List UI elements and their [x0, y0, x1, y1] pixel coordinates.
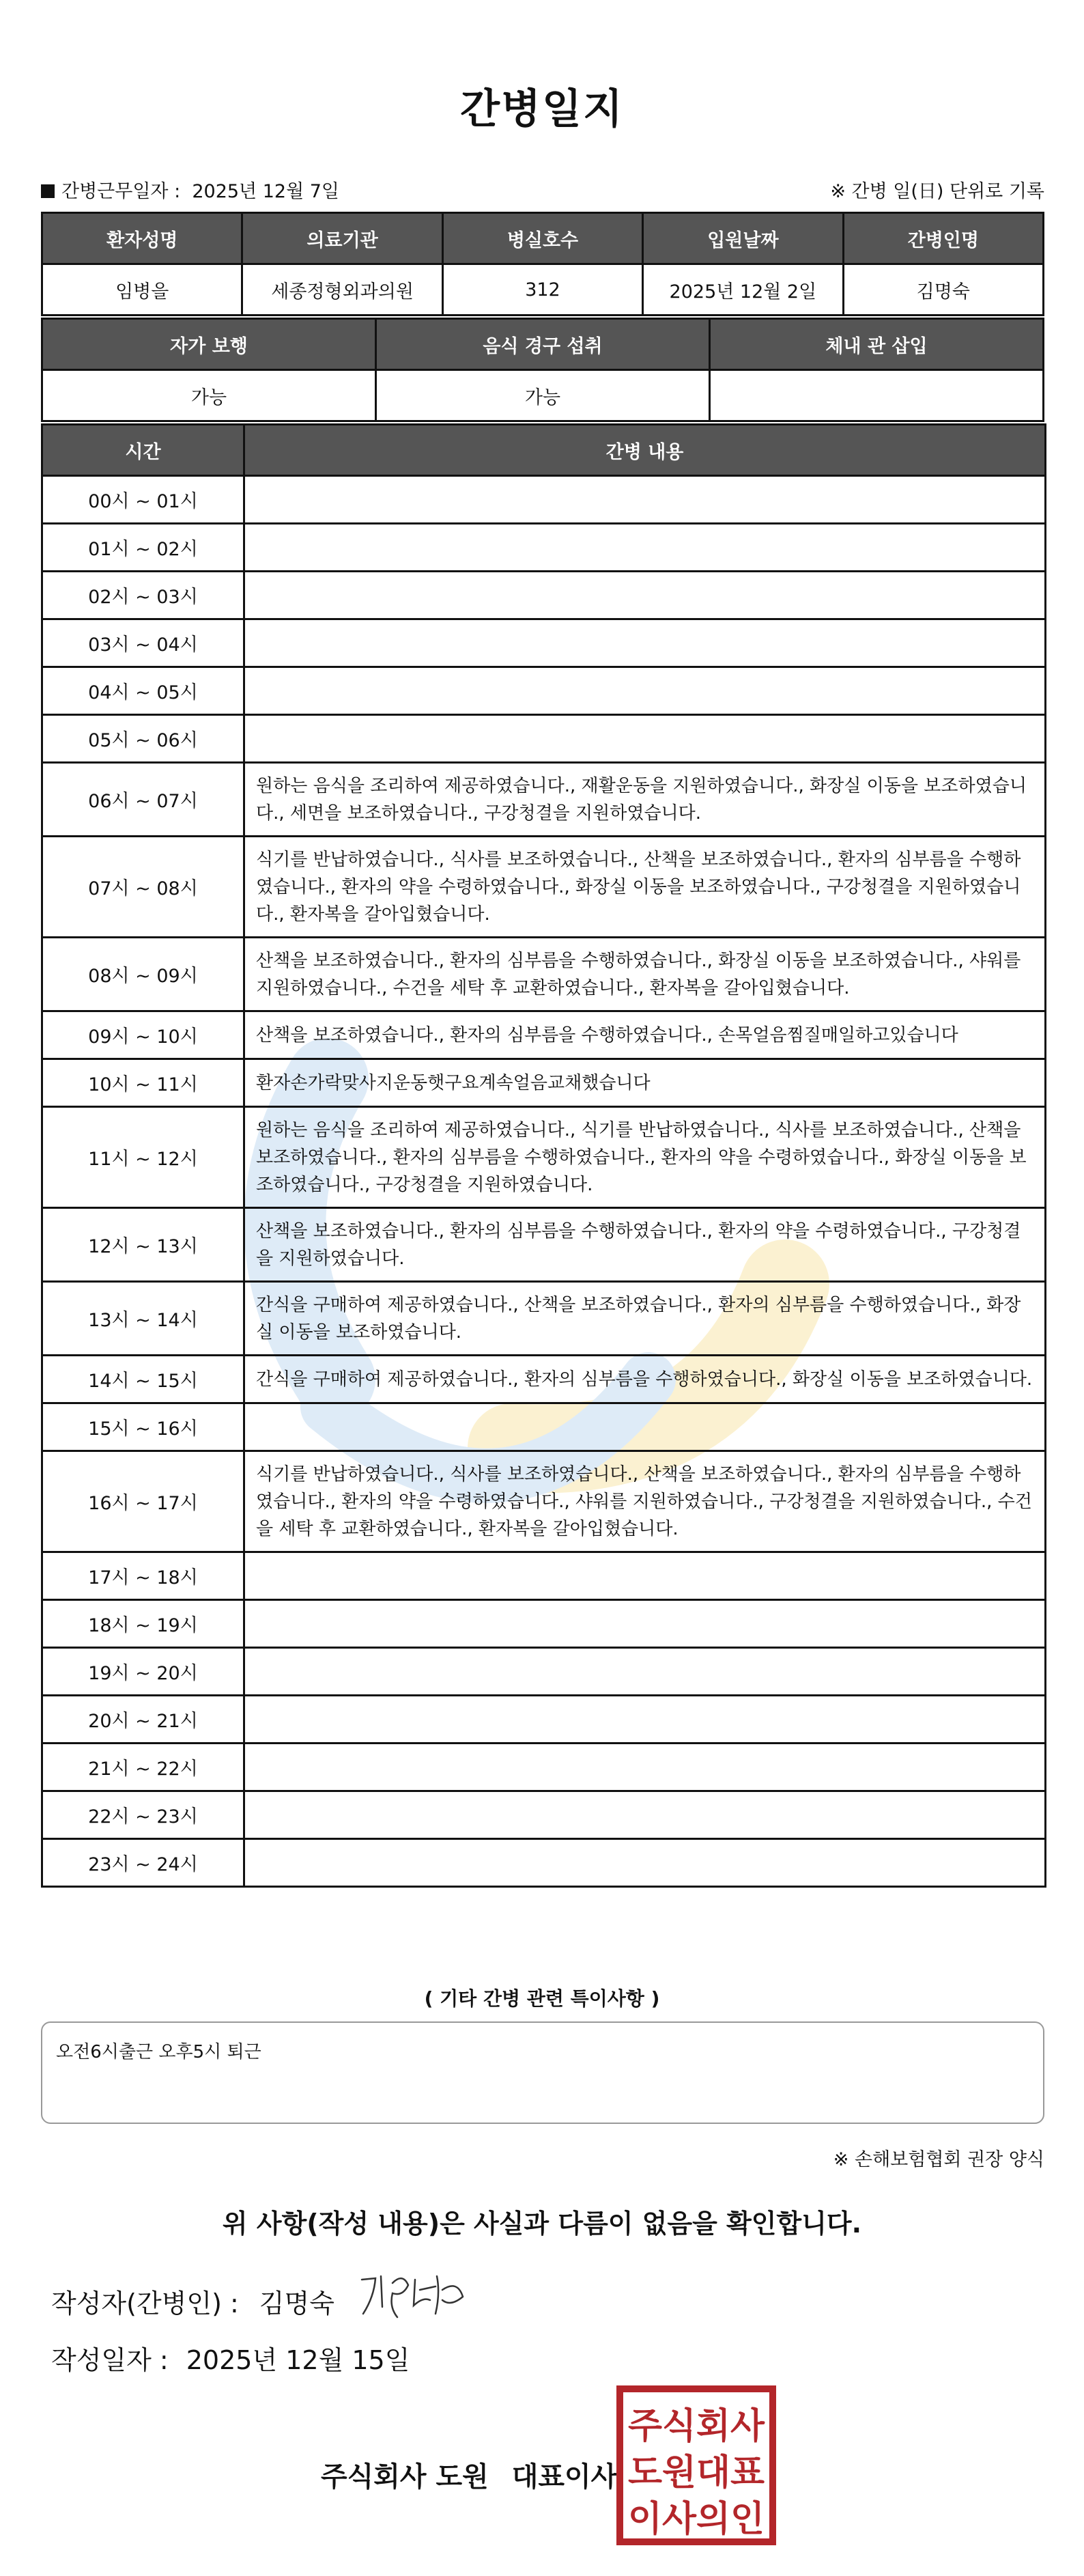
writer-name: 김명숙 — [259, 2288, 334, 2319]
log-time: 06시 ~ 07시 — [42, 763, 244, 837]
company-seal-icon — [614, 2383, 778, 2547]
header-care-content: 간병 내용 — [244, 425, 1046, 476]
log-time: 23시 ~ 24시 — [42, 1839, 244, 1887]
svg-text:이사의인: 이사의인 — [628, 2499, 765, 2540]
log-row — [42, 619, 1046, 667]
written-date-label: 작성일자 : — [51, 2345, 169, 2375]
log-time: 12시 ~ 13시 — [42, 1208, 244, 1282]
log-content — [244, 667, 1046, 715]
log-row — [42, 667, 1046, 715]
log-content — [244, 1696, 1046, 1744]
square-bullet-icon — [41, 184, 55, 198]
log-row — [42, 1356, 1046, 1403]
header-self-walking: 자가 보행 — [42, 319, 376, 370]
log-time: 20시 ~ 21시 — [42, 1696, 244, 1744]
special-notes-title: ( 기타 간병 관련 특이사항 ) — [424, 1987, 660, 2010]
log-time: 22시 ~ 23시 — [42, 1791, 244, 1839]
log-time: 16시 ~ 17시 — [42, 1451, 244, 1552]
log-row — [42, 938, 1046, 1011]
patient-name: 임병을 — [42, 264, 242, 316]
log-time: 15시 ~ 16시 — [42, 1403, 244, 1451]
log-content — [244, 1600, 1046, 1648]
log-row — [42, 524, 1046, 572]
log-row — [42, 763, 1046, 837]
log-content — [244, 619, 1046, 667]
company-name: 주식회사 도원 — [321, 2461, 489, 2493]
log-content — [244, 715, 1046, 763]
log-time: 18시 ~ 19시 — [42, 1600, 244, 1648]
tube-insertion — [710, 370, 1044, 421]
log-content — [244, 1839, 1046, 1887]
writer-line — [51, 2282, 334, 2320]
patient-status-table — [41, 318, 1044, 422]
log-time: 05시 ~ 06시 — [42, 715, 244, 763]
written-date-value: 2025년 12월 15일 — [186, 2345, 410, 2375]
log-content: 산책을 보조하였습니다., 환자의 심부름을 수행하였습니다., 환자의 약을 수령하였습니다., 구강청결을 지원하였습니다. — [244, 1208, 1046, 1282]
log-row — [42, 1552, 1046, 1600]
log-content — [244, 1648, 1046, 1696]
header-admission-date: 입원날짜 — [643, 213, 843, 264]
confirmation-statement: 위 사항(작성 내용)은 사실과 다름이 없음을 확인합니다. — [222, 2209, 862, 2239]
log-time: 08시 ~ 09시 — [42, 938, 244, 1011]
written-date — [51, 2339, 410, 2377]
document-title: 간병일지 — [460, 85, 624, 133]
caregiver-name: 김명숙 — [843, 264, 1043, 316]
log-row — [42, 1648, 1046, 1696]
log-time: 00시 ~ 01시 — [42, 476, 244, 524]
header-room-number: 병실호수 — [442, 213, 642, 264]
header-time: 시간 — [42, 425, 244, 476]
log-content: 식기를 반납하였습니다., 식사를 보조하였습니다., 산책을 보조하였습니다., 환자의 심부름을 수행하였습니다., 환자의 약을 수령하였습니다., 화장실 이동을 보조하였습니다., 구강청결을 지원하였습니다., 환자복을 갈아입혔습니다. — [244, 837, 1046, 938]
log-row — [42, 1403, 1046, 1451]
company-line — [321, 2455, 617, 2494]
log-row — [42, 572, 1046, 619]
log-content: 간식을 구매하여 제공하였습니다., 산책을 보조하였습니다., 환자의 심부름을 수행하였습니다., 화장실 이동을 보조하였습니다. — [244, 1282, 1046, 1356]
svg-text:도원대표: 도원대표 — [628, 2452, 765, 2493]
log-content: 산책을 보조하였습니다., 환자의 심부름을 수행하였습니다., 화장실 이동을 보조하였습니다., 샤워를 지원하였습니다., 수건을 세탁 후 교환하였습니다., 환자복을 갈아입혔습니다. — [244, 938, 1046, 1011]
log-row — [42, 1600, 1046, 1648]
handwritten-signature-icon — [355, 2266, 471, 2327]
log-content: 식기를 반납하였습니다., 식사를 보조하였습니다., 산책을 보조하였습니다., 환자의 심부름을 수행하였습니다., 환자의 약을 수령하였습니다., 샤워를 지원하였습니다., 구강청결을 지원하였습니다., 수건을 세탁 후 교환하였습니다., 환자복을 갈아입혔습니다. — [244, 1451, 1046, 1552]
log-time: 14시 ~ 15시 — [42, 1356, 244, 1403]
room-number: 312 — [442, 264, 642, 316]
log-content — [244, 1744, 1046, 1791]
admission-date: 2025년 12월 2일 — [643, 264, 843, 316]
log-row — [42, 1059, 1046, 1107]
log-time: 04시 ~ 05시 — [42, 667, 244, 715]
patient-info-table — [41, 212, 1044, 316]
log-content — [244, 1552, 1046, 1600]
oral-intake: 가능 — [376, 370, 710, 421]
log-row — [42, 1451, 1046, 1552]
self-walking: 가능 — [42, 370, 376, 421]
log-row — [42, 715, 1046, 763]
log-time: 02시 ~ 03시 — [42, 572, 244, 619]
log-content — [244, 476, 1046, 524]
svg-text:주식회사: 주식회사 — [628, 2406, 765, 2447]
work-date-value: 2025년 12월 7일 — [192, 181, 340, 202]
log-content: 간식을 구매하여 제공하였습니다., 환자의 심부름을 수행하였습니다., 화장실 이동을 보조하였습니다. — [244, 1356, 1046, 1403]
log-content: 산책을 보조하였습니다., 환자의 심부름을 수행하였습니다., 손목얼음찜질매일하고있습니다 — [244, 1011, 1046, 1059]
log-row — [42, 1208, 1046, 1282]
header-tube-insertion: 체내 관 삽입 — [710, 319, 1044, 370]
log-content: 원하는 음식을 조리하여 제공하였습니다., 재활운동을 지원하였습니다., 화장실 이동을 보조하였습니다., 세면을 보조하였습니다., 구강청결을 지원하였습니다. — [244, 763, 1046, 837]
unit-note: ※ 간병 일(日) 단위로 기록 — [830, 181, 1044, 202]
log-row — [42, 1107, 1046, 1208]
log-row — [42, 1282, 1046, 1356]
log-time: 11시 ~ 12시 — [42, 1107, 244, 1208]
header-oral-intake: 음식 경구 섭취 — [376, 319, 710, 370]
log-content: 원하는 음식을 조리하여 제공하였습니다., 식기를 반납하였습니다., 식사를 보조하였습니다., 산책을 보조하였습니다., 환자의 심부름을 수행하였습니다., 환자의 약을 수령하였습니다., 화장실 이동을 보조하였습니다., 구강청결을 지원하였습니다. — [244, 1107, 1046, 1208]
log-row — [42, 837, 1046, 938]
log-row — [42, 1744, 1046, 1791]
log-content — [244, 1403, 1046, 1451]
log-time: 09시 ~ 10시 — [42, 1011, 244, 1059]
recommend-note: ※ 손해보험협회 권장 양식 — [833, 2149, 1044, 2170]
log-time: 03시 ~ 04시 — [42, 619, 244, 667]
log-content — [244, 524, 1046, 572]
log-content: 환자손가락맞사지운동햇구요계속얼음교채했습니다 — [244, 1059, 1046, 1107]
log-time: 01시 ~ 02시 — [42, 524, 244, 572]
work-date — [41, 176, 339, 203]
log-time: 07시 ~ 08시 — [42, 837, 244, 938]
special-notes-text: 오전6시출근 오후5시 퇴근 — [56, 2042, 261, 2062]
log-time: 17시 ~ 18시 — [42, 1552, 244, 1600]
special-notes-box — [41, 2021, 1044, 2124]
header-hospital: 의료기관 — [242, 213, 442, 264]
ceo-label: 대표이사 — [511, 2461, 618, 2493]
header-patient-name: 환자성명 — [42, 213, 242, 264]
log-time: 13시 ~ 14시 — [42, 1282, 244, 1356]
log-content — [244, 1791, 1046, 1839]
log-row — [42, 1696, 1046, 1744]
writer-label: 작성자(간병인) : — [51, 2288, 239, 2319]
log-row — [42, 1791, 1046, 1839]
log-time: 10시 ~ 11시 — [42, 1059, 244, 1107]
hospital: 세종정형외과의원 — [242, 264, 442, 316]
work-date-label: 간병근무일자 : — [61, 181, 181, 202]
log-row — [42, 1839, 1046, 1887]
log-content — [244, 572, 1046, 619]
log-time: 19시 ~ 20시 — [42, 1648, 244, 1696]
log-row — [42, 1011, 1046, 1059]
header-caregiver-name: 간병인명 — [843, 213, 1043, 264]
care-log-table — [41, 423, 1046, 1888]
log-row — [42, 476, 1046, 524]
log-time: 21시 ~ 22시 — [42, 1744, 244, 1791]
